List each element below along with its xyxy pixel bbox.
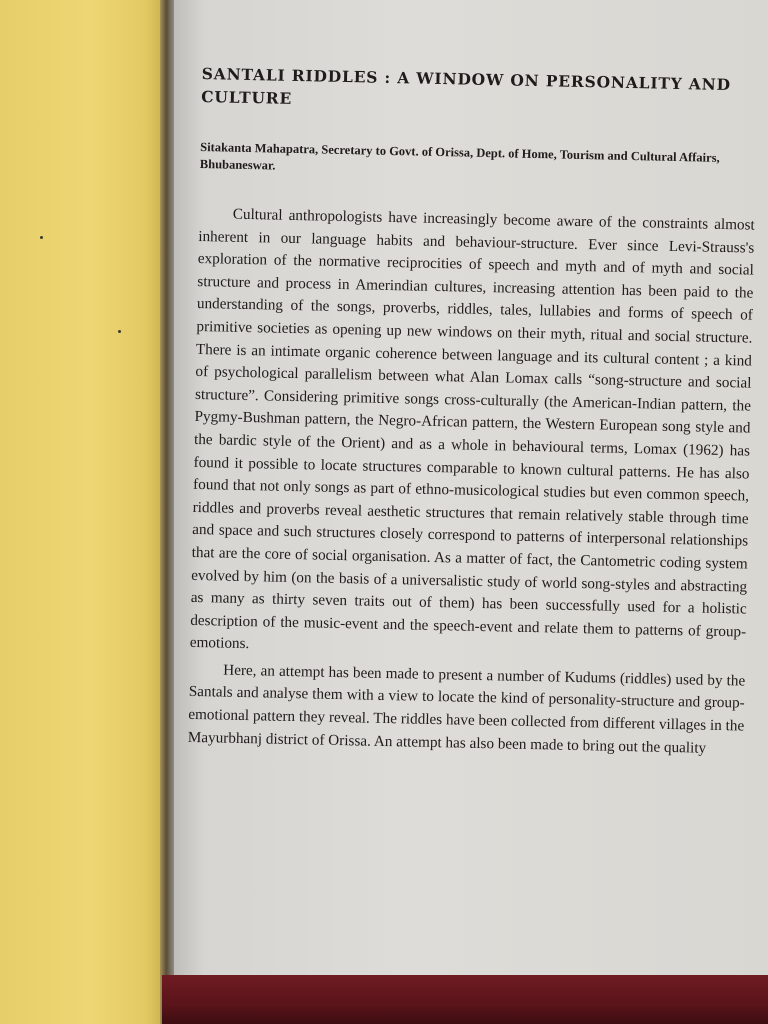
article-title: SANTALI RIDDLES : A WINDOW ON PERSONALITY AND CULTURE bbox=[201, 63, 732, 108]
page-speck bbox=[118, 330, 121, 333]
article-body bbox=[188, 203, 755, 761]
paragraph: Here, an attempt has been made to present a number of Kudums (riddles) used by the Santals and analyse them with a view to locate the kind of personality-structure and group-emotional pattern they reveal. The riddles have been collected from different villages in the Mayurbhanj district of Orissa. An attempt has also been made to bring out the quality bbox=[187, 661, 746, 757]
author-line: Sitakanta Mahapatra, Secretary to Govt. of Orissa, Dept. of Home, Tourism and Cultural Affairs, Bhubaneswar. bbox=[199, 139, 720, 173]
book-cover-edge bbox=[162, 975, 768, 1024]
left-page bbox=[0, 0, 166, 1024]
page-speck bbox=[40, 236, 43, 239]
article-text bbox=[188, 62, 758, 761]
paragraph: Cultural anthropologists have increasingly become aware of the constraints almost inherent in our language habits and behaviour-structure. Ever since Levi-Strauss's exploration of the normative reciprocities of speech and myth and of myth and social structure and process in Amerindian cultures, increasing attention has been paid to the understanding of the songs, proverbs, riddles, tales, lullabies and forms of speech of primitive societies as opening up new windows on their myth, ritual and social structure. There is an intimate organic coherence between language and its cultural content ; a kind of psychological parallelism between what Alan Lomax calls “song-structure and social structure”. Considering primitive songs cross-culturally (the American-Indian pattern, the Pygmy-Bushman pattern, the Negro-African pattern, the Western European song style and the bardic style of the Orient) and as a whole in behavioural terms, Lomax (1962) has found it possible to locate structures comparable to known cultural patterns. He has also found that not only songs as part of ethno-musicological studies but even common speech, riddles and proverbs reveal aesthetic structures that remain relatively stable through time and space and such structures closely correspond to patterns of interpersonal relationships that are the core of social organisation. As a matter of fact, the Cantometric coding system evolved by him (on the basis of a universalistic study of world song-styles and abstracting as many as thirty seven traits out of them) has been successfully used for a holistic description of the music-event and the speech-event and relate them to patterns of group-emotions. bbox=[189, 205, 755, 653]
book-gutter bbox=[160, 0, 174, 1024]
